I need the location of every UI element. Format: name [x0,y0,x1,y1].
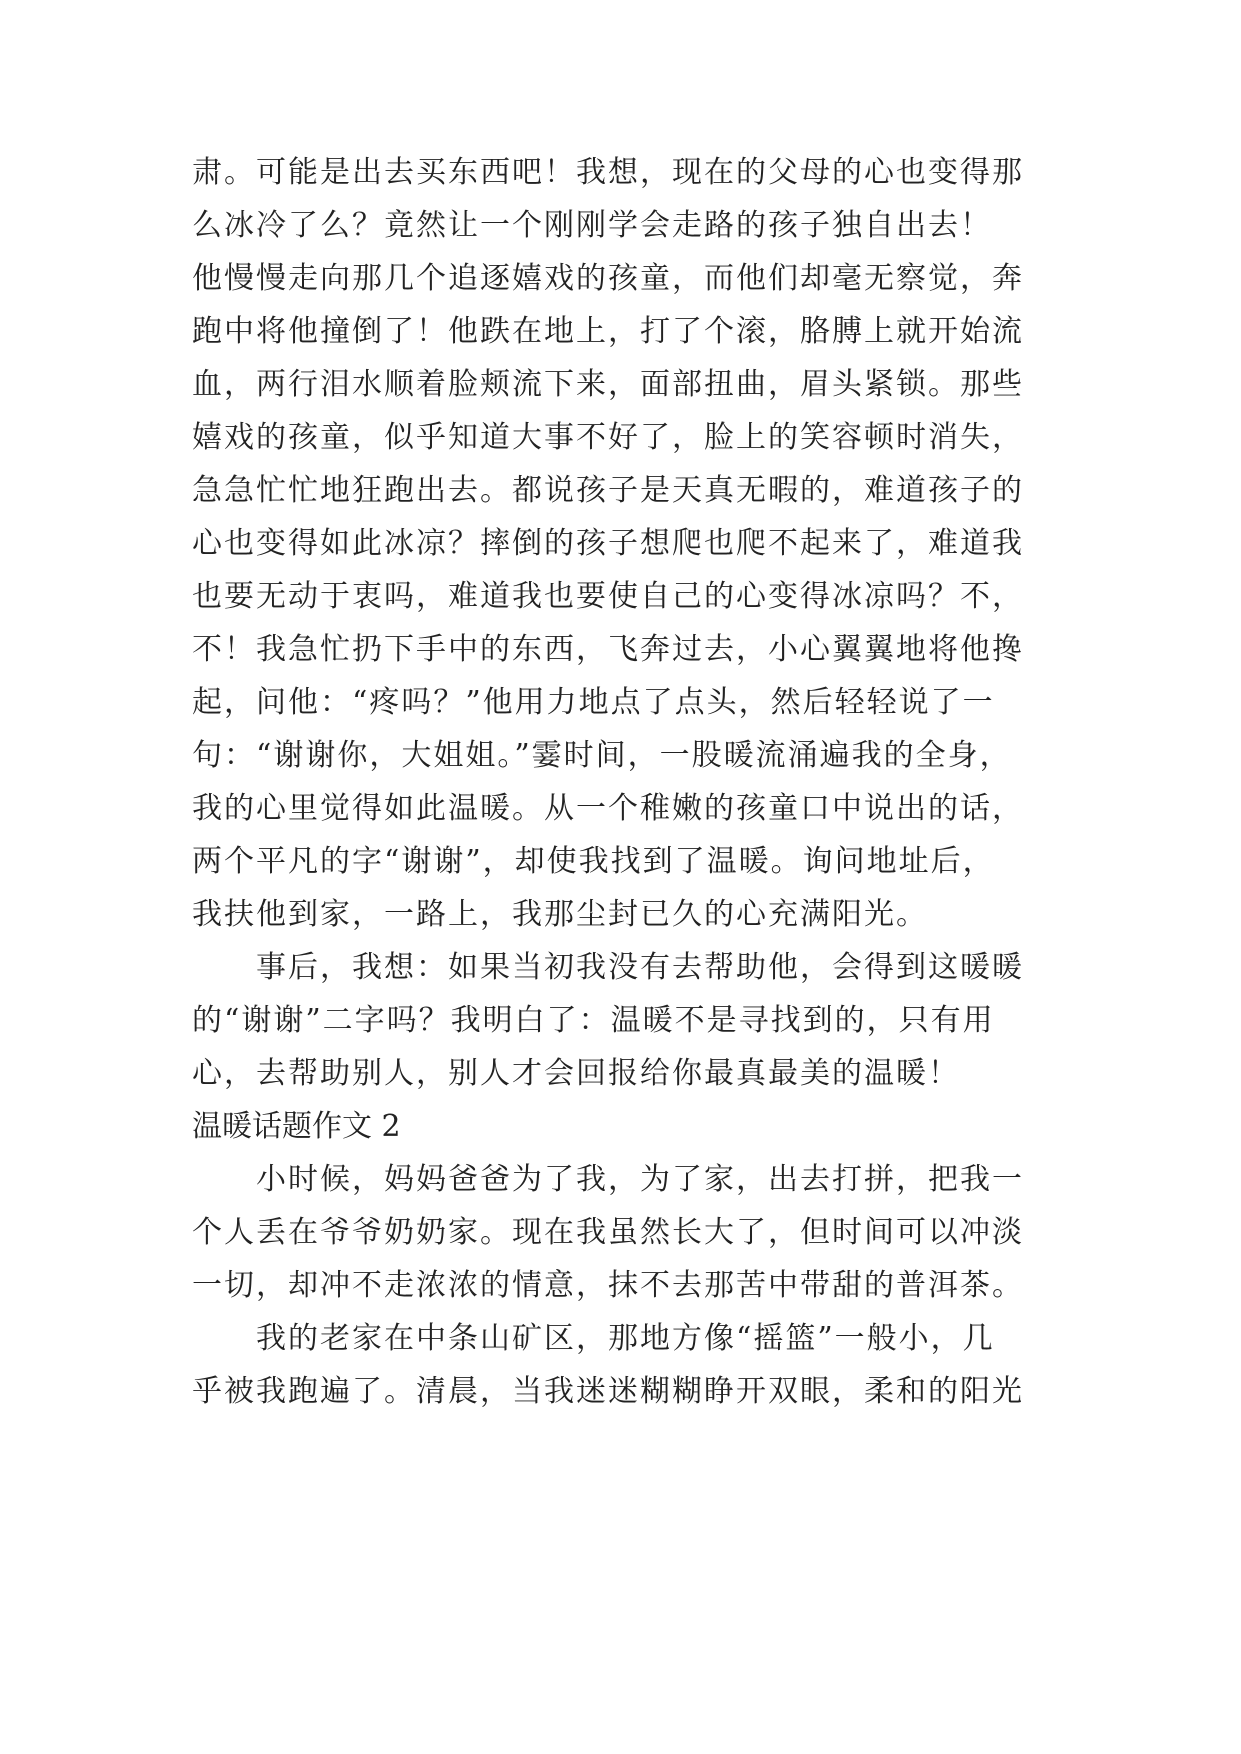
text-line: 心也变得如此冰凉？摔倒的孩子想爬也爬不起来了，难道我 [192,526,1024,561]
text-line: 句：“谢谢你，大姐姐。”霎时间，一股暖流涌遍我的全身， [192,738,1012,773]
text-line: 小时候，妈妈爸爸为了我，为了家，出去打拼，把我一 [256,1162,1024,1197]
text-line: 嬉戏的孩童，似乎知道大事不好了，脸上的笑容顿时消失， [192,420,1024,455]
text-line: 一切，却冲不走浓浓的情意，抹不去那苦中带甜的普洱茶。 [192,1268,1024,1303]
text-line: 么冰冷了么？竟然让一个刚刚学会走路的孩子独自出去！ [192,208,992,243]
text-line: 的“谢谢”二字吗？我明白了：温暖不是寻找到的，只有用 [192,1003,995,1038]
text-line: 事后，我想：如果当初我没有去帮助他，会得到这暖暖 [256,950,1024,985]
text-line: 也要无动于衷吗，难道我也要使自己的心变得冰凉吗？不， [192,579,1024,614]
text-line: 两个平凡的字“谢谢”，却使我找到了温暖。询问地址后， [192,844,995,879]
text-line: 我的老家在中条山矿区，那地方像“摇篮”一般小，几 [256,1321,995,1356]
text-line: 血，两行泪水顺着脸颊流下来，面部扭曲，眉头紧锁。那些 [192,367,1024,402]
text-line: 个人丢在爷爷奶奶家。现在我虽然长大了，但时间可以冲淡 [192,1215,1024,1250]
text-line: 肃。可能是出去买东西吧！我想，现在的父母的心也变得那 [192,155,1024,190]
text-line: 我的心里觉得如此温暖。从一个稚嫩的孩童口中说出的话， [192,791,1024,826]
text-line: 起，问他：“疼吗？”他用力地点了点头，然后轻轻说了一 [192,685,995,720]
text-line: 他慢慢走向那几个追逐嬉戏的孩童，而他们却毫无察觉，奔 [192,261,1024,296]
text-line: 我扶他到家，一路上，我那尘封已久的心充满阳光。 [192,897,928,932]
text-line: 乎被我跑遍了。清晨，当我迷迷糊糊睁开双眼，柔和的阳光 [192,1374,1024,1409]
text-line: 不！我急忙扔下手中的东西，飞奔过去，小心翼翼地将他搀 [192,632,1024,667]
text-line: 心，去帮助别人，别人才会回报给你最真最美的温暖！ [192,1056,960,1091]
section-heading: 温暖话题作文 2 [192,1109,401,1144]
text-line: 跑中将他撞倒了！他跌在地上，打了个滚，胳膊上就开始流 [192,314,1024,349]
text-line: 急急忙忙地狂跑出去。都说孩子是天真无暇的，难道孩子的 [192,473,1024,508]
